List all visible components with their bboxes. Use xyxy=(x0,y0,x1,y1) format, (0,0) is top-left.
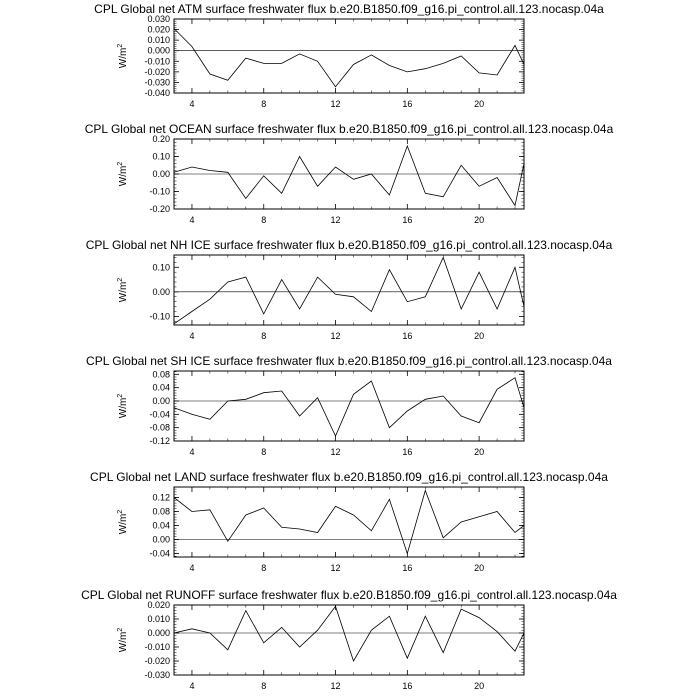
data-point xyxy=(280,390,283,393)
y-axis-label-unit: W/m xyxy=(118,281,129,303)
data-point xyxy=(496,74,499,77)
x-tick-label: 8 xyxy=(261,99,267,109)
y-tick-label: -0.010 xyxy=(144,56,170,67)
data-point xyxy=(334,166,337,169)
data-point xyxy=(316,276,319,279)
y-tick-label: 0.04 xyxy=(152,520,170,531)
data-point xyxy=(226,281,229,284)
chart-title: CPL Global net RUNOFF surface freshwater flux b.e20.B1850.f09_g16.pi_control.all.123.nocasp.04a xyxy=(81,588,617,602)
y-axis-label xyxy=(117,162,129,187)
data-point xyxy=(478,515,481,518)
data-point xyxy=(262,641,265,644)
data-point xyxy=(262,62,265,65)
data-point xyxy=(388,194,391,197)
y-axis-label xyxy=(117,278,129,303)
chart-panel-3 xyxy=(86,238,613,341)
y-axis-label-unit: W/m xyxy=(118,165,129,187)
data-point xyxy=(352,660,355,663)
data-point xyxy=(226,540,229,543)
data-point xyxy=(370,310,373,313)
data-point xyxy=(370,629,373,632)
y-tick-label: 0.08 xyxy=(152,369,170,380)
data-point xyxy=(478,616,481,619)
chart-title: CPL Global net SH ICE surface freshwater flux b.e20.B1850.f09_g16.pi_control.all.123.nocasp.04a xyxy=(86,354,612,368)
y-tick-label: -0.04 xyxy=(149,409,170,420)
y-tick-label: -0.030 xyxy=(144,670,170,680)
y-tick-label: -0.20 xyxy=(149,204,170,214)
series-line xyxy=(174,378,524,436)
data-point xyxy=(334,85,337,88)
data-point xyxy=(406,300,409,303)
x-tick-label: 16 xyxy=(402,331,413,341)
y-tick-label: 0.10 xyxy=(152,151,170,162)
y-tick-label: 0.000 xyxy=(147,628,170,638)
data-point xyxy=(244,197,247,200)
data-point xyxy=(523,305,526,308)
plot-frame xyxy=(174,255,524,325)
data-point xyxy=(280,192,283,195)
y-tick-label: 0.00 xyxy=(152,169,170,179)
data-point xyxy=(190,510,193,513)
data-point xyxy=(478,421,481,424)
data-point xyxy=(190,627,193,630)
x-tick-label: 8 xyxy=(261,563,267,573)
data-point xyxy=(226,648,229,651)
y-tick-label: 0.010 xyxy=(147,35,170,46)
data-point xyxy=(460,164,463,167)
data-point xyxy=(442,195,445,198)
data-point xyxy=(280,526,283,529)
data-point xyxy=(388,268,391,271)
x-tick-label: 4 xyxy=(189,681,195,691)
x-tick-label: 20 xyxy=(474,447,485,457)
x-tick-label: 4 xyxy=(189,331,195,341)
data-point xyxy=(280,278,283,281)
x-tick-label: 12 xyxy=(330,681,341,691)
y-tick-label: 0.12 xyxy=(152,492,170,503)
x-tick-label: 20 xyxy=(474,331,485,341)
data-point xyxy=(316,396,319,399)
data-point xyxy=(406,70,409,73)
data-point xyxy=(298,155,301,158)
x-tick-label: 4 xyxy=(189,447,195,457)
y-tick-label: 0.00 xyxy=(152,396,170,406)
data-point xyxy=(262,174,265,177)
y-axis-label-unit: W/m xyxy=(118,513,129,535)
data-point xyxy=(370,173,373,176)
data-point xyxy=(316,60,319,63)
chart-panel-6 xyxy=(81,588,617,691)
data-point xyxy=(316,629,319,632)
data-point xyxy=(334,293,337,296)
data-point xyxy=(496,388,499,391)
y-tick-label: 0.04 xyxy=(152,382,170,393)
data-point xyxy=(244,398,247,401)
data-point xyxy=(424,398,427,401)
data-point xyxy=(208,508,211,511)
data-point xyxy=(208,72,211,75)
data-point xyxy=(173,406,176,409)
data-point xyxy=(280,62,283,65)
x-tick-label: 20 xyxy=(474,215,485,225)
y-tick-label: -0.020 xyxy=(144,66,170,77)
x-tick-label: 8 xyxy=(261,331,267,341)
y-axis-label-superscript: 2 xyxy=(117,509,124,514)
data-point xyxy=(514,650,517,653)
x-tick-label: 8 xyxy=(261,215,267,225)
x-tick-label: 16 xyxy=(402,447,413,457)
x-tick-label: 8 xyxy=(261,447,267,457)
data-point xyxy=(523,63,526,66)
data-point xyxy=(496,176,499,179)
y-axis-label xyxy=(117,44,129,69)
data-point xyxy=(406,410,409,413)
chart-panel-2 xyxy=(85,122,614,225)
y-axis-label-superscript: 2 xyxy=(117,43,124,48)
x-tick-label: 12 xyxy=(330,215,341,225)
series-line xyxy=(174,491,524,554)
data-point xyxy=(388,64,391,67)
y-axis-label-superscript: 2 xyxy=(117,161,124,166)
data-point xyxy=(173,322,176,325)
x-tick-label: 12 xyxy=(330,99,341,109)
data-point xyxy=(190,166,193,169)
data-point xyxy=(514,531,517,534)
data-point xyxy=(208,169,211,172)
y-tick-label: 0.20 xyxy=(152,134,170,144)
data-point xyxy=(370,529,373,532)
y-tick-label: -0.010 xyxy=(144,642,170,652)
data-point xyxy=(460,608,463,611)
y-tick-label: 0.00 xyxy=(152,286,170,297)
y-tick-label: -0.10 xyxy=(149,186,170,197)
data-point xyxy=(388,426,391,429)
data-point xyxy=(298,646,301,649)
data-point xyxy=(226,171,229,174)
y-axis-label-unit: W/m xyxy=(118,397,129,419)
y-tick-label: -0.040 xyxy=(144,88,170,98)
data-point xyxy=(226,79,229,82)
y-tick-label: -0.08 xyxy=(149,422,170,433)
data-point xyxy=(478,271,481,274)
data-point xyxy=(352,63,355,66)
plot-frame xyxy=(174,605,524,675)
data-point xyxy=(424,489,427,492)
data-point xyxy=(244,609,247,612)
data-point xyxy=(460,55,463,58)
y-tick-label: -0.12 xyxy=(149,436,170,446)
x-tick-label: 4 xyxy=(189,99,195,109)
data-point xyxy=(523,632,526,635)
data-point xyxy=(442,256,445,259)
data-point xyxy=(370,380,373,383)
plot-frame xyxy=(174,19,524,93)
y-axis-label xyxy=(117,628,129,653)
y-tick-label: 0.00 xyxy=(152,534,170,545)
data-point xyxy=(334,605,337,608)
y-axis-label-unit: W/m xyxy=(118,631,129,653)
y-tick-label: -0.020 xyxy=(144,656,170,666)
x-tick-label: 20 xyxy=(474,563,485,573)
data-point xyxy=(298,308,301,311)
data-point xyxy=(190,310,193,313)
data-point xyxy=(208,418,211,421)
chart-panel-5 xyxy=(90,470,608,573)
data-point xyxy=(298,528,301,531)
data-point xyxy=(478,71,481,74)
data-point xyxy=(523,524,526,527)
chart-panel-1 xyxy=(94,2,604,109)
data-point xyxy=(298,52,301,55)
data-point xyxy=(388,498,391,501)
data-point xyxy=(460,308,463,311)
data-point xyxy=(316,531,319,534)
data-point xyxy=(280,626,283,629)
data-point xyxy=(173,632,176,635)
data-point xyxy=(190,413,193,416)
series-line xyxy=(174,258,524,324)
x-tick-label: 12 xyxy=(330,563,341,573)
y-axis-label-superscript: 2 xyxy=(117,393,124,398)
data-point xyxy=(424,615,427,618)
chart-panel-4 xyxy=(86,354,612,457)
y-tick-label: 0.010 xyxy=(147,614,170,624)
data-point xyxy=(244,57,247,60)
data-point xyxy=(460,521,463,524)
data-point xyxy=(424,67,427,70)
data-point xyxy=(406,552,409,555)
data-point xyxy=(226,400,229,403)
data-point xyxy=(478,185,481,188)
data-point xyxy=(442,62,445,65)
data-point xyxy=(442,651,445,654)
x-tick-label: 16 xyxy=(402,99,413,109)
data-point xyxy=(514,204,517,207)
data-point xyxy=(514,266,517,269)
series-line xyxy=(174,146,524,206)
x-tick-label: 4 xyxy=(189,563,195,573)
data-point xyxy=(442,395,445,398)
y-tick-label: 0.020 xyxy=(147,24,170,35)
data-point xyxy=(496,630,499,633)
y-axis-label xyxy=(117,510,129,535)
x-tick-label: 4 xyxy=(189,215,195,225)
data-point xyxy=(262,312,265,315)
data-point xyxy=(514,376,517,379)
chart-title: CPL Global net OCEAN surface freshwater flux b.e20.B1850.f09_g16.pi_control.all.123.nocasp.04a xyxy=(84,122,614,136)
x-tick-label: 16 xyxy=(402,215,413,225)
data-point xyxy=(244,514,247,517)
plot-frame xyxy=(174,487,524,557)
plot-frame xyxy=(174,371,524,441)
y-tick-label: -0.04 xyxy=(149,548,170,559)
data-point xyxy=(352,295,355,298)
data-point xyxy=(406,657,409,660)
data-point xyxy=(496,308,499,311)
data-point xyxy=(352,393,355,396)
data-point xyxy=(334,505,337,508)
x-tick-label: 8 xyxy=(261,681,267,691)
chart-title: CPL Global net NH ICE surface freshwater flux b.e20.B1850.f09_g16.pi_control.all.123.nocasp.04a xyxy=(85,238,613,252)
data-point xyxy=(514,44,517,47)
data-point xyxy=(442,536,445,539)
data-point xyxy=(523,162,526,165)
chart-title: CPL Global net LAND surface freshwater flux b.e20.B1850.f09_g16.pi_control.all.123.nocasp.04a xyxy=(90,470,608,484)
x-tick-label: 20 xyxy=(474,681,485,691)
series-line xyxy=(174,606,524,661)
x-tick-label: 16 xyxy=(402,563,413,573)
y-tick-label: 0.030 xyxy=(147,14,170,24)
data-point xyxy=(262,507,265,510)
data-point xyxy=(352,178,355,181)
data-point xyxy=(173,27,176,30)
data-point xyxy=(496,510,499,513)
data-point xyxy=(244,276,247,279)
y-tick-label: 0.10 xyxy=(152,262,170,273)
chart-title: CPL Global net ATM surface freshwater flux b.e20.B1850.f09_g16.pi_control.all.123.nocasp.04a xyxy=(94,2,604,16)
x-tick-label: 12 xyxy=(330,331,341,341)
data-point xyxy=(298,415,301,418)
y-axis-label-superscript: 2 xyxy=(117,277,124,282)
y-tick-label: -0.030 xyxy=(144,77,170,88)
y-axis-label-superscript: 2 xyxy=(117,627,124,632)
y-axis-label xyxy=(117,394,129,419)
data-point xyxy=(424,295,427,298)
data-point xyxy=(460,415,463,418)
series-line xyxy=(174,29,524,87)
data-point xyxy=(334,435,337,438)
data-point xyxy=(388,615,391,618)
y-axis-label-unit: W/m xyxy=(118,47,129,69)
data-point xyxy=(406,145,409,148)
data-point xyxy=(352,514,355,517)
data-point xyxy=(370,53,373,56)
data-point xyxy=(190,45,193,48)
x-tick-label: 16 xyxy=(402,681,413,691)
data-point xyxy=(173,496,176,499)
data-point xyxy=(208,298,211,301)
data-point xyxy=(523,406,526,409)
y-tick-label: 0.000 xyxy=(147,45,170,56)
y-tick-label: 0.08 xyxy=(152,506,170,517)
y-tick-label: -0.10 xyxy=(149,311,170,322)
data-point xyxy=(262,391,265,394)
data-point xyxy=(424,192,427,195)
data-point xyxy=(316,185,319,188)
x-tick-label: 12 xyxy=(330,447,341,457)
x-tick-label: 20 xyxy=(474,99,485,109)
data-point xyxy=(173,171,176,174)
data-point xyxy=(208,632,211,635)
y-tick-label: 0.020 xyxy=(147,600,170,610)
